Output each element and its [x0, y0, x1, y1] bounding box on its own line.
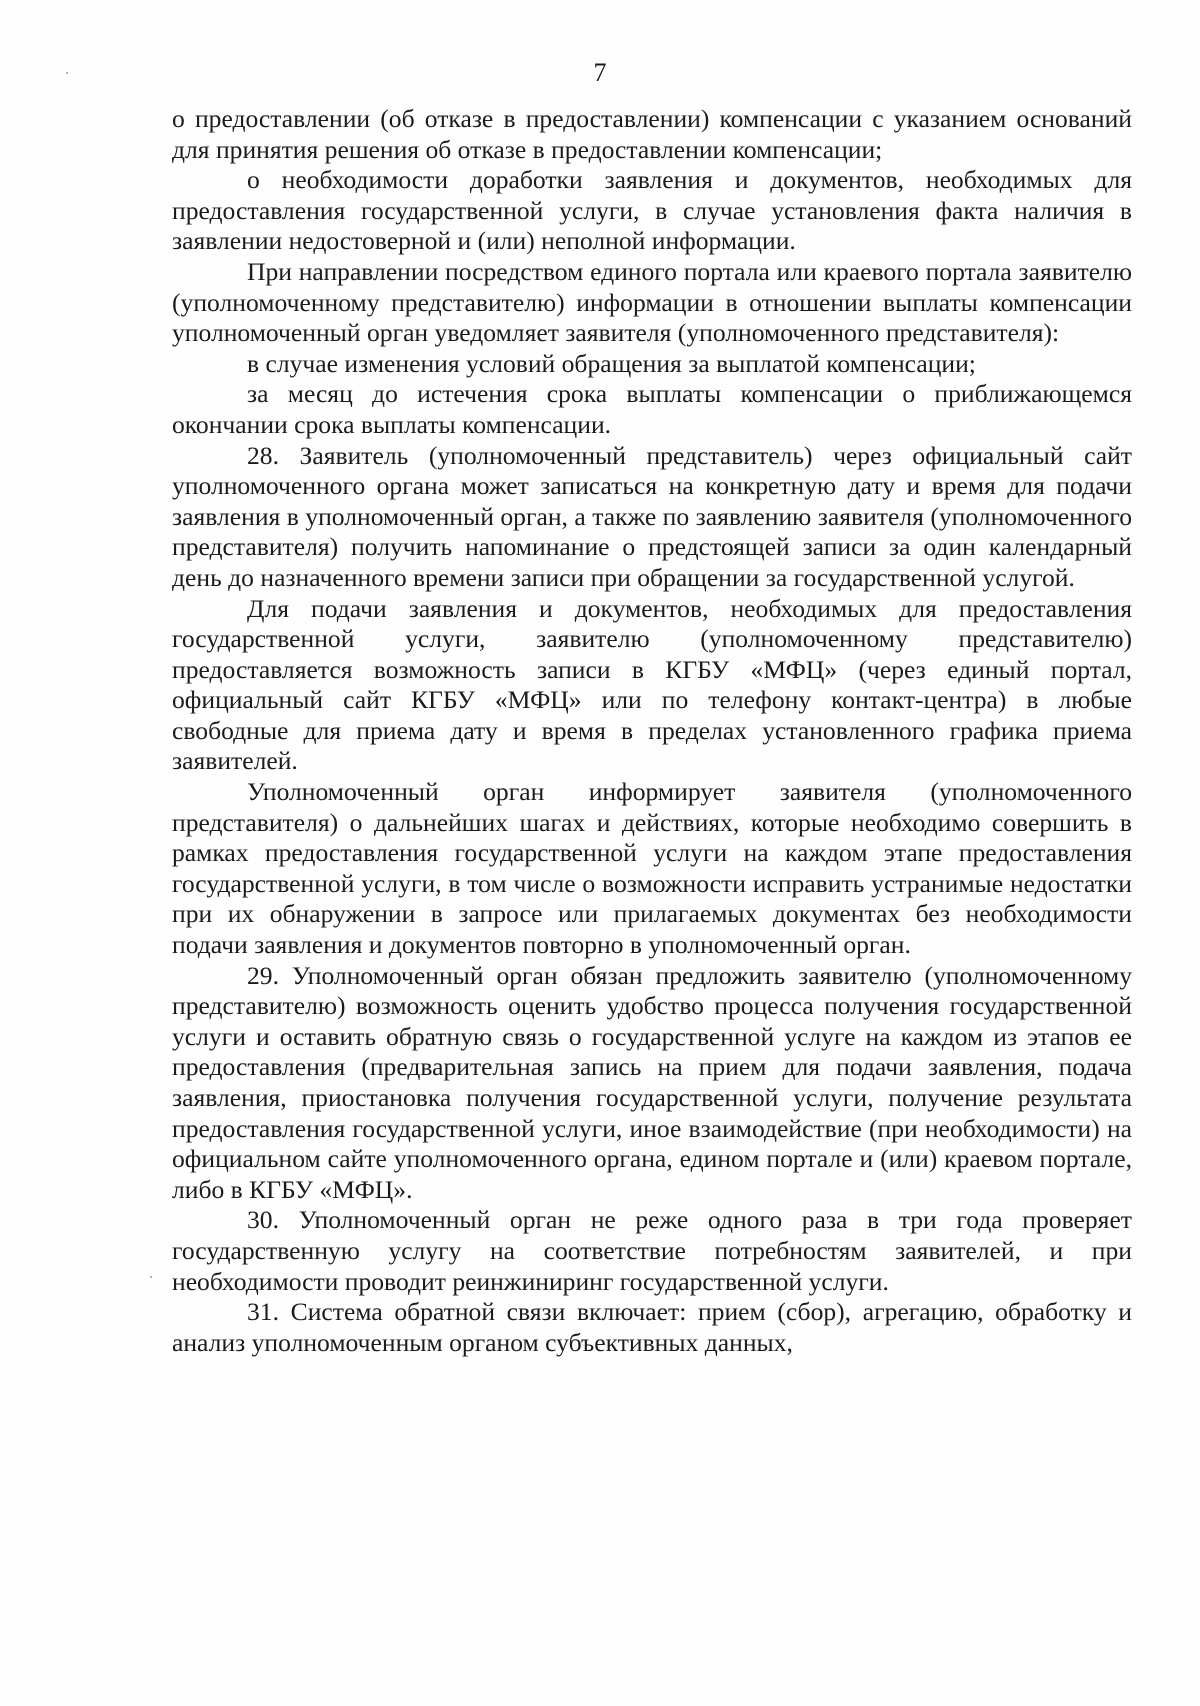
paragraph-item-30: 30. Уполномоченный орган не реже одного раза в три года проверяет государственную услугу на соответствие потребностям заявителей, и при необходимости проводит реинжиниринг государственной услуги.	[172, 1205, 1132, 1296]
paragraph-month-before-expiry: за месяц до истечения срока выплаты компенсации о приближающемся окончании срока выплаты компенсации.	[172, 379, 1132, 439]
paragraph-item-31: 31. Система обратной связи включает: прием (сбор), агрегацию, обработку и анализ уполномоченным органом субъективных данных,	[172, 1297, 1132, 1357]
paragraph-revision-needed: о необходимости доработки заявления и документов, необходимых для предоставления государственной услуги, в случае установления факта наличия в заявлении недостоверной и (или) неполной информации.	[172, 165, 1132, 256]
document-body	[172, 104, 1132, 1358]
page-number: 7	[593, 58, 607, 87]
scan-speck	[150, 1276, 152, 1278]
paragraph-item-29: 29. Уполномоченный орган обязан предложить заявителю (уполномоченному представителю) возможность оценить удобство процесса получения государственной услуги и оставить обратную связь о государственной услуге на каждом из этапов ее предоставления (предварительная запись на прием для подачи заявления, подача заявления, приостановка получения государственной услуги, получение результата предоставления государственной услуги, иное взаимодействие (при необходимости) на официальном сайте уполномоченного органа, едином портале и (или) краевом портале, либо в КГБУ «МФЦ».	[172, 960, 1132, 1204]
paragraph-mfc-appointment: Для подачи заявления и документов, необходимых для предоставления государственной услуги, заявителю (уполномоченному представителю) предоставляется возможность записи в КГБУ «МФЦ» (через единый портал, официальный сайт КГБУ «МФЦ» или по телефону контакт-центра) в любые свободные для приема дату и время в пределах установленного графика приема заявителей.	[172, 593, 1132, 776]
scan-speck	[66, 72, 68, 74]
paragraph-item-28: 28. Заявитель (уполномоченный представитель) через официальный сайт уполномоченного органа может записаться на конкретную дату и время для подачи заявления в уполномоченный орган, а также по заявлению заявителя (уполномоченного представителя) получить напоминание о предстоящей записи за один календарный день до назначенного времени записи при обращении за государственной услугой.	[172, 440, 1132, 592]
paragraph-compensation-decision: о предоставлении (об отказе в предоставлении) компенсации с указанием оснований для принятия решения об отказе в предоставлении компенсации;	[172, 104, 1132, 164]
paragraph-portal-notification: При направлении посредством единого портала или краевого портала заявителю (уполномоченному представителю) информации в отношении выплаты компенсации уполномоченный орган уведомляет заявителя (уполномоченного представителя):	[172, 256, 1132, 348]
paragraph-conditions-change: в случае изменения условий обращения за выплатой компенсации;	[247, 348, 976, 378]
paragraph-further-steps: Уполномоченный орган информирует заявителя (уполномоченного представителя) о дальнейших шагах и действиях, которые необходимо совершить в рамках предоставления государственной услуги на каждом этапе предоставления государственной услуги, в том числе о возможности исправить устранимые недостатки при их обнаружении в запросе или прилагаемых документах без необходимости подачи заявления и документов повторно в уполномоченный орган.	[172, 777, 1132, 960]
